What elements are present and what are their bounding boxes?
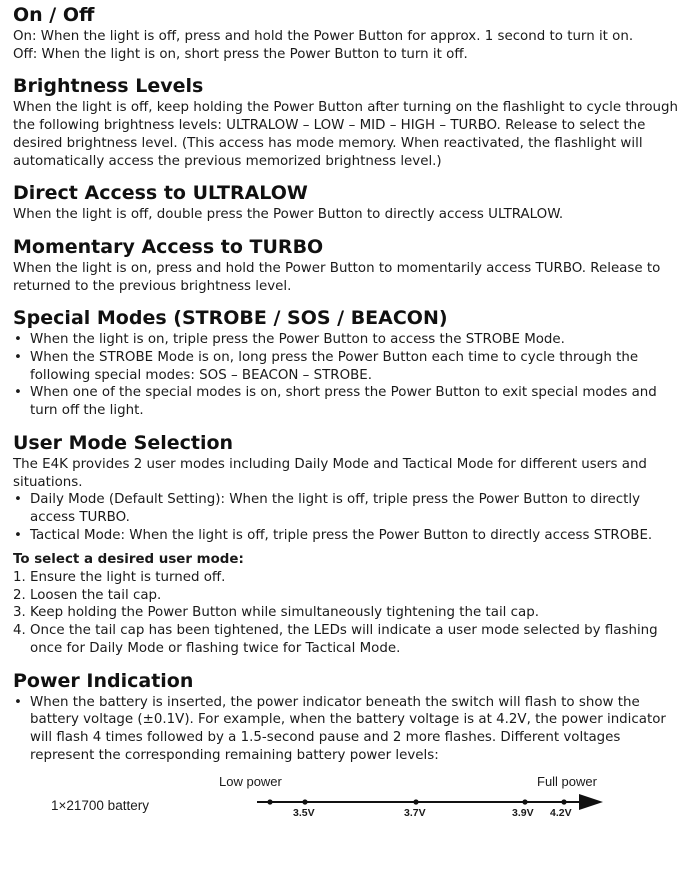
section-title-momentary-turbo: Momentary Access to TURBO: [13, 235, 324, 258]
momentary-turbo-text: When the light is on, press and hold the Power Button to momentarily access TURBO. Release to returned to the previous brightness level.: [13, 260, 661, 294]
section-title-power-indication: Power Indication: [13, 669, 194, 692]
section-title-brightness: Brightness Levels: [13, 75, 204, 98]
low-power-label: Low power: [219, 774, 282, 790]
voltage-label: 4.2V: [550, 807, 572, 820]
user-mode-list: [13, 491, 684, 544]
list-item: • When the STROBE Mode is on, long press the Power Button each time to cycle through the following special modes: SOS – BEACON – STROBE.: [13, 349, 684, 384]
list-item: [13, 604, 684, 622]
step-number: 3.: [13, 605, 26, 621]
battery-level-diagram: [13, 774, 684, 824]
step-text: Keep holding the Power Button while simultaneously tightening the tail cap.: [30, 605, 539, 621]
section-title-special-modes: Special Modes (STROBE / SOS / BEACON): [13, 307, 448, 330]
step-number: 2.: [13, 587, 26, 603]
scale-dot: [561, 800, 566, 805]
step-text: Once the tail cap has been tightened, the LEDs will indicate a user mode selected by flashing once for Daily Mode or flashing twice for Tactical Mode.: [30, 623, 658, 656]
section-user-mode: [13, 432, 684, 658]
section-direct-ultralow: [13, 182, 684, 224]
step-text: Ensure the light is turned off.: [30, 570, 226, 586]
section-title-direct-ultralow: Direct Access to ULTRALOW: [13, 182, 308, 205]
direct-ultralow-text: When the light is off, double press the Power Button to directly access ULTRALOW.: [13, 207, 564, 223]
user-mode-steps: [13, 569, 684, 658]
section-on-off: [13, 4, 684, 63]
list-item: [13, 569, 684, 587]
voltage-scale: [13, 774, 693, 824]
list-item: • When the light is on, triple press the Power Button to access the STROBE Mode.: [13, 331, 684, 349]
step-number: 1.: [13, 570, 26, 586]
scale-dot: [413, 800, 418, 805]
section-momentary-turbo: [13, 236, 684, 295]
section-title-user-mode: User Mode Selection: [13, 431, 234, 454]
step-text: Loosen the tail cap.: [30, 587, 162, 603]
list-item: • Tactical Mode: When the light is off, triple press the Power Button to directly access STROBE.: [13, 527, 684, 545]
section-special-modes: [13, 307, 684, 420]
arrow-head-icon: [579, 794, 603, 810]
power-indication-list: [13, 694, 684, 765]
list-item: [13, 622, 684, 657]
scale-dot: [267, 800, 272, 805]
special-modes-list: [13, 331, 684, 420]
section-power-indication: [13, 670, 684, 765]
list-item: • Daily Mode (Default Setting): When the light is off, triple press the Power Button to directly access TURBO.: [13, 491, 684, 526]
off-instruction: Off: When the light is on, short press the Power Button to turn it off.: [13, 46, 468, 62]
list-item: • When one of the special modes is on, short press the Power Button to exit special modes and turn off the light.: [13, 384, 684, 419]
full-power-label: Full power: [537, 774, 597, 790]
voltage-label: 3.9V: [512, 807, 534, 820]
list-item: • When the battery is inserted, the power indicator beneath the switch will flash to show the battery voltage (±0.1V). For example, when the battery voltage is at 4.2V, the power indicator will flash 4 times followed by a 1.5-second pause and 2 more flashes. Different voltages represent the corresponding remaining battery power levels:: [13, 694, 684, 765]
section-brightness: [13, 75, 684, 170]
brightness-text: When the light is off, keep holding the Power Button after turning on the flashlight to cycle through the following brightness levels: ULTRALOW – LOW – MID – HIGH – TURBO. Release to select the desired brightness level. (This access has mode memory. When reactivated, the flashlight will automatically access the previous memorized brightness level.): [13, 100, 678, 169]
list-item: [13, 587, 684, 605]
voltage-label: 3.7V: [404, 807, 426, 820]
on-instruction: On: When the light is off, press and hold the Power Button for approx. 1 second to turn it on.: [13, 29, 634, 44]
step-number: 4.: [13, 623, 26, 639]
scale-dot: [302, 800, 307, 805]
section-title-on-off: On / Off: [13, 4, 95, 26]
voltage-label: 3.5V: [293, 807, 315, 820]
battery-type-label: 1×21700 battery: [51, 798, 149, 814]
scale-dot: [522, 800, 527, 805]
user-mode-intro: The E4K provides 2 user modes including Daily Mode and Tactical Mode for different users and situations.: [13, 456, 647, 490]
select-user-mode-heading: To select a desired user mode:: [13, 552, 244, 568]
